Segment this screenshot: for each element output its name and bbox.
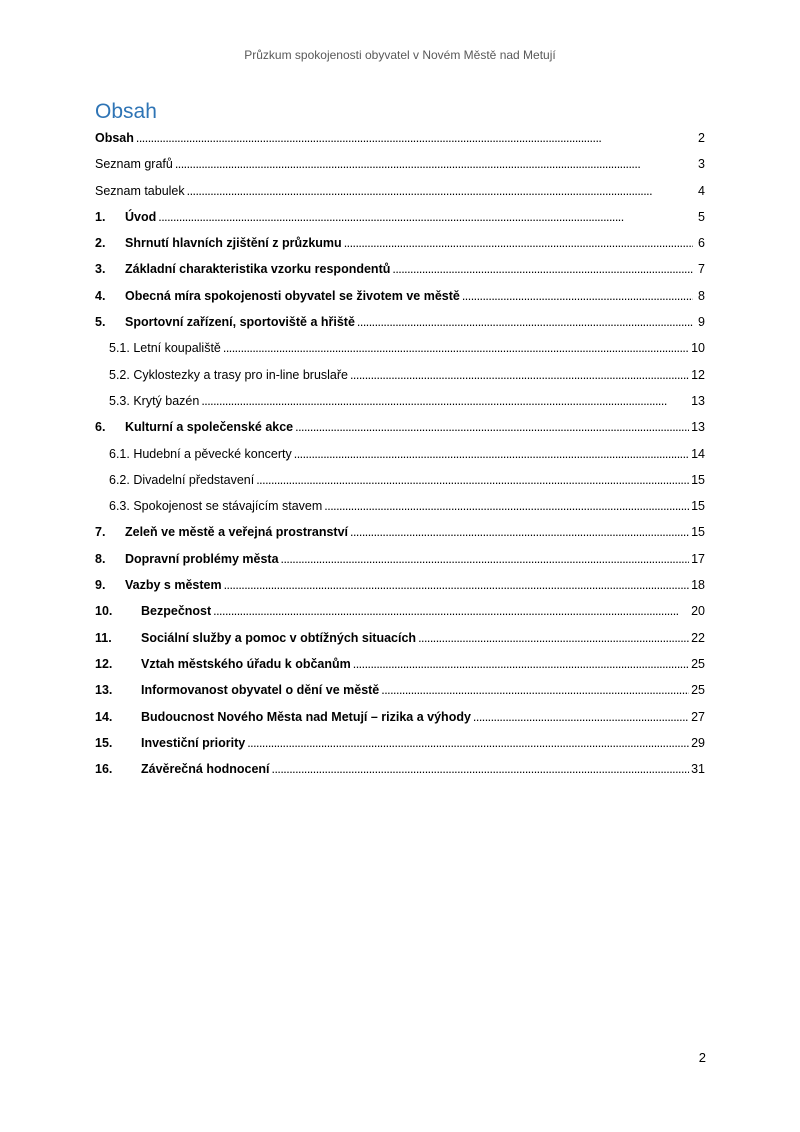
toc-entry-label: Úvod bbox=[125, 209, 157, 224]
toc-entry-number: 3. bbox=[95, 262, 106, 277]
toc-entry-page: 13 bbox=[691, 420, 705, 435]
toc-dot-leader bbox=[294, 444, 689, 464]
toc-entry-number: 11. bbox=[95, 630, 112, 645]
toc-entry-page: 8 bbox=[698, 288, 705, 303]
toc-dot-leader bbox=[272, 759, 690, 779]
toc-entry-number: 5. bbox=[95, 315, 106, 330]
toc-dot-leader bbox=[223, 338, 689, 358]
toc-entry-page: 15 bbox=[691, 472, 705, 487]
toc-dot-leader bbox=[344, 233, 693, 253]
toc-entry[interactable] bbox=[95, 575, 705, 601]
toc-entry[interactable] bbox=[95, 391, 705, 417]
toc-entry[interactable] bbox=[95, 522, 705, 548]
toc-entry-label: Kulturní a společenské akce bbox=[125, 420, 294, 435]
toc-entry-number: 2. bbox=[95, 236, 106, 251]
toc-entry-label: Seznam grafů bbox=[95, 157, 173, 172]
toc-entry-page: 6 bbox=[698, 236, 705, 251]
toc-entry-label: Sportovní zařízení, sportoviště a hřiště bbox=[125, 315, 355, 330]
toc-dot-leader bbox=[353, 654, 689, 674]
toc-entry-page: 27 bbox=[691, 709, 705, 724]
toc-dot-leader bbox=[462, 286, 693, 306]
toc-entry-label: Závěrečná hodnocení bbox=[141, 762, 270, 777]
toc-dot-leader bbox=[201, 391, 689, 411]
toc-entry-label: Seznam tabulek bbox=[95, 183, 185, 198]
toc-entry[interactable] bbox=[95, 233, 705, 259]
page-number: 2 bbox=[698, 1050, 706, 1065]
toc-dot-leader bbox=[256, 470, 689, 490]
toc-entry-label: 5.3. Krytý bazén bbox=[109, 393, 200, 408]
toc-dot-leader bbox=[418, 628, 689, 648]
toc-entry[interactable] bbox=[95, 470, 705, 496]
toc-entry-number: 16. bbox=[95, 762, 113, 777]
toc-entry[interactable] bbox=[95, 628, 705, 654]
toc-entry-page: 3 bbox=[698, 157, 705, 172]
toc-entry[interactable] bbox=[95, 207, 705, 233]
toc-entry[interactable] bbox=[95, 601, 705, 627]
toc-entry-number: 15. bbox=[95, 735, 113, 750]
toc-entry[interactable] bbox=[95, 154, 705, 180]
toc-entry[interactable] bbox=[95, 417, 705, 443]
toc-dot-leader bbox=[213, 601, 689, 621]
toc-entry-page: 17 bbox=[691, 551, 705, 566]
toc-entry-label: Shrnutí hlavních zjištění z průzkumu bbox=[125, 236, 342, 251]
toc-entry-number: 10. bbox=[95, 604, 113, 619]
toc-entry[interactable] bbox=[95, 259, 705, 285]
toc-dot-leader bbox=[224, 575, 690, 595]
toc-entry-label: 6.2. Divadelní představení bbox=[109, 472, 255, 487]
toc-entry-label: 6.1. Hudební a pěvecké koncerty bbox=[109, 446, 292, 461]
toc-entry-page: 9 bbox=[698, 315, 705, 330]
toc-dot-leader bbox=[175, 154, 693, 174]
toc-entry-label: 5.2. Cyklostezky a trasy pro in-line bruslaře bbox=[109, 367, 348, 382]
toc-entry-number: 9. bbox=[95, 578, 106, 593]
toc-entry[interactable] bbox=[95, 286, 705, 312]
toc-entry-label: Bezpečnost bbox=[141, 604, 212, 619]
toc-entry-label: Sociální služby a pomoc v obtížných situacích bbox=[141, 630, 417, 645]
toc-entry-number: 12. bbox=[95, 656, 113, 671]
toc-entry[interactable] bbox=[95, 759, 705, 785]
toc-entry-page: 10 bbox=[691, 341, 705, 356]
toc-entry-page: 25 bbox=[691, 683, 705, 698]
toc-entry-label: Investiční priority bbox=[141, 735, 246, 750]
toc-entry-page: 29 bbox=[691, 735, 705, 750]
toc-entry-page: 15 bbox=[691, 525, 705, 540]
toc-entry[interactable] bbox=[95, 181, 705, 207]
toc-entry-label: Vazby s městem bbox=[125, 578, 222, 593]
toc-entry-number: 1. bbox=[95, 209, 106, 224]
toc-dot-leader bbox=[247, 733, 689, 753]
toc-entry-number: 4. bbox=[95, 288, 106, 303]
toc-entry-page: 31 bbox=[691, 762, 705, 777]
toc-entry-label: Vztah městského úřadu k občanům bbox=[141, 656, 351, 671]
toc-entry-page: 18 bbox=[691, 578, 705, 593]
toc-entry-page: 22 bbox=[691, 630, 705, 645]
toc-entry-page: 2 bbox=[698, 131, 705, 145]
toc-entry[interactable] bbox=[95, 365, 705, 391]
toc-entry-label: 5.1. Letní koupaliště bbox=[109, 341, 221, 356]
toc-entry-page: 5 bbox=[698, 209, 705, 224]
toc-dot-leader bbox=[324, 496, 689, 516]
toc-entry-label: Obsah bbox=[95, 131, 134, 145]
toc-entry-label: Informovanost obyvatel o dění ve městě bbox=[141, 683, 380, 698]
toc-entry-label: 6.3. Spokojenost se stávajícím stavem bbox=[109, 499, 323, 514]
toc-entry-label: Budoucnost Nového Města nad Metují – rizika a výhody bbox=[141, 709, 471, 724]
toc-entry[interactable] bbox=[95, 733, 705, 759]
toc-entry-page: 25 bbox=[691, 656, 705, 671]
toc-dot-leader bbox=[158, 207, 693, 227]
toc-entry[interactable] bbox=[95, 549, 705, 575]
toc-entry-page: 12 bbox=[691, 367, 705, 382]
toc-dot-leader bbox=[350, 365, 689, 385]
toc-entry-page: 7 bbox=[698, 262, 705, 277]
toc-entry[interactable] bbox=[95, 496, 705, 522]
toc-entry-page: 13 bbox=[691, 393, 705, 408]
toc-entry-number: 6. bbox=[95, 420, 106, 435]
toc-dot-leader bbox=[281, 549, 690, 569]
toc-dot-leader bbox=[136, 128, 693, 148]
toc-entry[interactable] bbox=[95, 338, 705, 364]
page-header: Průzkum spokojenosti obyvatel v Novém Městě nad Metují bbox=[244, 48, 556, 62]
page-title: Obsah bbox=[95, 100, 157, 123]
toc-entry-label: Dopravní problémy města bbox=[125, 551, 279, 566]
toc-entry[interactable] bbox=[95, 707, 705, 733]
toc-entry-page: 15 bbox=[691, 499, 705, 514]
toc-entry-page: 20 bbox=[691, 604, 705, 619]
toc-entry[interactable] bbox=[95, 312, 705, 338]
toc-entry-number: 7. bbox=[95, 525, 106, 540]
toc-entry[interactable] bbox=[95, 680, 705, 706]
toc-entry-page: 4 bbox=[698, 183, 705, 198]
toc-dot-leader bbox=[350, 522, 689, 542]
toc-entry-number: 8. bbox=[95, 551, 106, 566]
toc-entry[interactable] bbox=[95, 444, 705, 470]
toc-dot-leader bbox=[357, 312, 693, 332]
toc-dot-leader bbox=[381, 680, 689, 700]
toc-entry-label: Zeleň ve městě a veřejná prostranství bbox=[125, 525, 349, 540]
toc-entry-page: 14 bbox=[691, 446, 705, 461]
toc-entry-number: 13. bbox=[95, 683, 113, 698]
toc-entry-label: Obecná míra spokojenosti obyvatel se životem ve městě bbox=[125, 288, 460, 303]
toc-dot-leader bbox=[473, 707, 689, 727]
toc-entry-number: 14. bbox=[95, 709, 113, 724]
table-of-contents bbox=[95, 128, 705, 785]
toc-entry-label: Základní charakteristika vzorku respondentů bbox=[125, 262, 391, 277]
toc-entry[interactable] bbox=[95, 654, 705, 680]
toc-dot-leader bbox=[295, 417, 689, 437]
toc-entry[interactable] bbox=[95, 128, 705, 154]
toc-dot-leader bbox=[392, 259, 693, 279]
toc-dot-leader bbox=[187, 181, 693, 201]
